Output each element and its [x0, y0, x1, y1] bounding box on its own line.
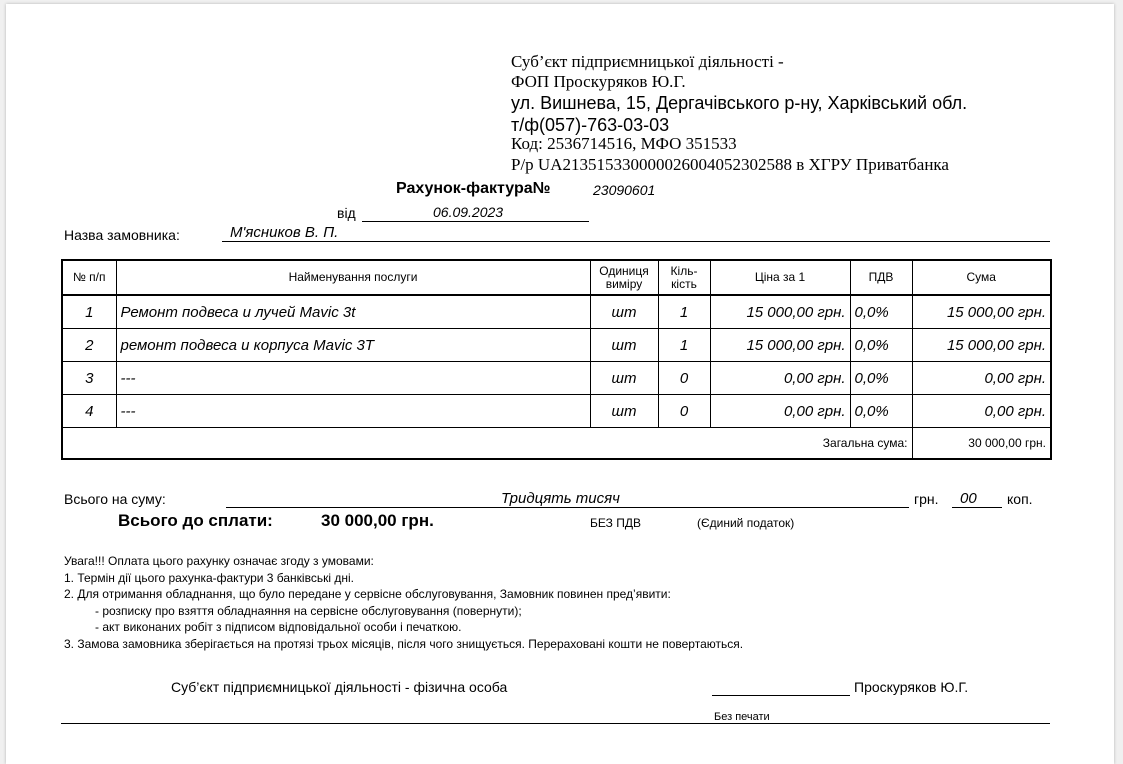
row-qty: 0: [658, 362, 710, 395]
kop-label: коп.: [1007, 491, 1033, 507]
row-vat: 0,0%: [850, 329, 912, 362]
row-number: 2: [62, 329, 116, 362]
pay-value: 30 000,00 грн.: [321, 511, 434, 530]
single-tax-note: (Єдиний податок): [697, 516, 795, 530]
row-unit: шт: [590, 362, 658, 395]
note-line: - акт виконаних робіт з підписом відповідальної особи і печаткою.: [95, 620, 462, 634]
row-name: ---: [116, 362, 590, 395]
row-unit: шт: [590, 395, 658, 428]
table-row: [62, 295, 1051, 329]
row-name: ---: [116, 395, 590, 428]
row-price: 15 000,00 грн.: [710, 295, 850, 329]
note-line: Увага!!! Оплата цього рахунку означає згоду з умовами:: [64, 554, 374, 568]
note-line: 1. Термін дії цього рахунка-фактури 3 банківські дні.: [64, 570, 354, 585]
row-name: Ремонт подвеса и лучей Mavic 3t: [116, 295, 590, 329]
header-unit-line1: Одиниця: [599, 263, 649, 278]
row-number: 1: [62, 295, 116, 329]
row-vat: 0,0%: [850, 395, 912, 428]
invoice-date: 06.09.2023: [433, 204, 504, 220]
row-sum: 15 000,00 грн.: [912, 329, 1051, 362]
no-stamp-note: Без печати: [714, 711, 770, 723]
header-unit: [590, 260, 658, 295]
supplier-code: Код: 2536714516, МФО 351533: [511, 134, 737, 153]
row-vat: 0,0%: [850, 295, 912, 329]
customer-name: М'ясников В. П.: [230, 224, 339, 241]
row-name: ремонт подвеса и корпуса Mavic 3T: [116, 329, 590, 362]
row-unit: шт: [590, 329, 658, 362]
items-table: [61, 259, 1052, 460]
supplier-line-1: Суб’єкт підприємницької діяльності -: [511, 52, 784, 71]
header-price: Ціна за 1: [710, 260, 850, 295]
amount-words-underline: [226, 507, 909, 508]
supplier-phone: т/ф(057)-763-03-03: [511, 115, 670, 135]
no-vat-note: БЕЗ ПДВ: [590, 516, 641, 530]
row-number: 3: [62, 362, 116, 395]
date-underline: [362, 221, 589, 222]
total-value: 30 000,00 грн.: [912, 428, 1051, 460]
note-line: 2. Для отримання обладнання, що було передане у сервісне обслуговування, Замовник повинен пред’явити:: [64, 587, 671, 601]
row-sum: 0,00 грн.: [912, 395, 1051, 428]
customer-label: Назва замовника:: [64, 227, 180, 243]
table-row: [62, 362, 1051, 395]
row-vat: 0,0%: [850, 362, 912, 395]
row-unit: шт: [590, 295, 658, 329]
kop-underline: [952, 507, 1002, 508]
date-label: від: [337, 205, 356, 221]
row-sum: 15 000,00 грн.: [912, 295, 1051, 329]
total-label: Загальна сума:: [62, 428, 912, 460]
row-price: 15 000,00 грн.: [710, 329, 850, 362]
header-qty-line1: Кіль-: [670, 263, 698, 278]
header-number: № п/п: [62, 260, 116, 295]
customer-underline: [222, 241, 1050, 242]
header-name: Найменування послуги: [116, 260, 590, 295]
header-sum: Сума: [912, 260, 1051, 295]
amount-words: Тридцять тисяч: [501, 490, 620, 507]
header-vat: ПДВ: [850, 260, 912, 295]
invoice-title: Рахунок-фактура№: [396, 180, 551, 197]
row-qty: 1: [658, 295, 710, 329]
footer-rule: [61, 723, 1050, 724]
signature-name: Проскуряков Ю.Г.: [854, 679, 969, 695]
header-qty-line2: кість: [671, 276, 697, 291]
table-row: [62, 329, 1051, 362]
row-number: 4: [62, 395, 116, 428]
pay-label: Всього до сплати:: [118, 511, 273, 530]
supplier-address: ул. Вишнева, 15, Дергачівського р-ну, Харківський обл.: [511, 93, 968, 113]
invoice-number: 23090601: [593, 182, 656, 198]
supplier-account: Р/р UA213515330000026004052302588 в ХГРУ Приватбанка: [511, 155, 949, 174]
signature-line: [712, 695, 850, 696]
row-sum: 0,00 грн.: [912, 362, 1051, 395]
table-header-row: [62, 260, 1051, 295]
row-price: 0,00 грн.: [710, 362, 850, 395]
note-line: - розписку про взяття обладнаяння на сервісне обслуговування (повернути);: [95, 603, 522, 618]
row-price: 0,00 грн.: [710, 395, 850, 428]
kop-value: 00: [960, 490, 977, 507]
terms-notes: [64, 553, 743, 652]
amount-words-label: Всього на суму:: [64, 491, 166, 507]
signature-role: Суб’єкт підприємницької діяльності - фізична особа: [171, 679, 508, 695]
note-line: 3. Замова замовника зберігається на протязі трьох місяців, після чого знищується. Перераховані кошти не повертаються.: [64, 636, 744, 651]
table-total-row: [62, 428, 1051, 460]
header-qty: [658, 260, 710, 295]
grn-label: грн.: [914, 491, 939, 507]
row-qty: 0: [658, 395, 710, 428]
supplier-name: ФОП Проскуряков Ю.Г.: [511, 72, 686, 91]
row-qty: 1: [658, 329, 710, 362]
table-row: [62, 395, 1051, 428]
header-unit-line2: виміру: [605, 276, 643, 291]
